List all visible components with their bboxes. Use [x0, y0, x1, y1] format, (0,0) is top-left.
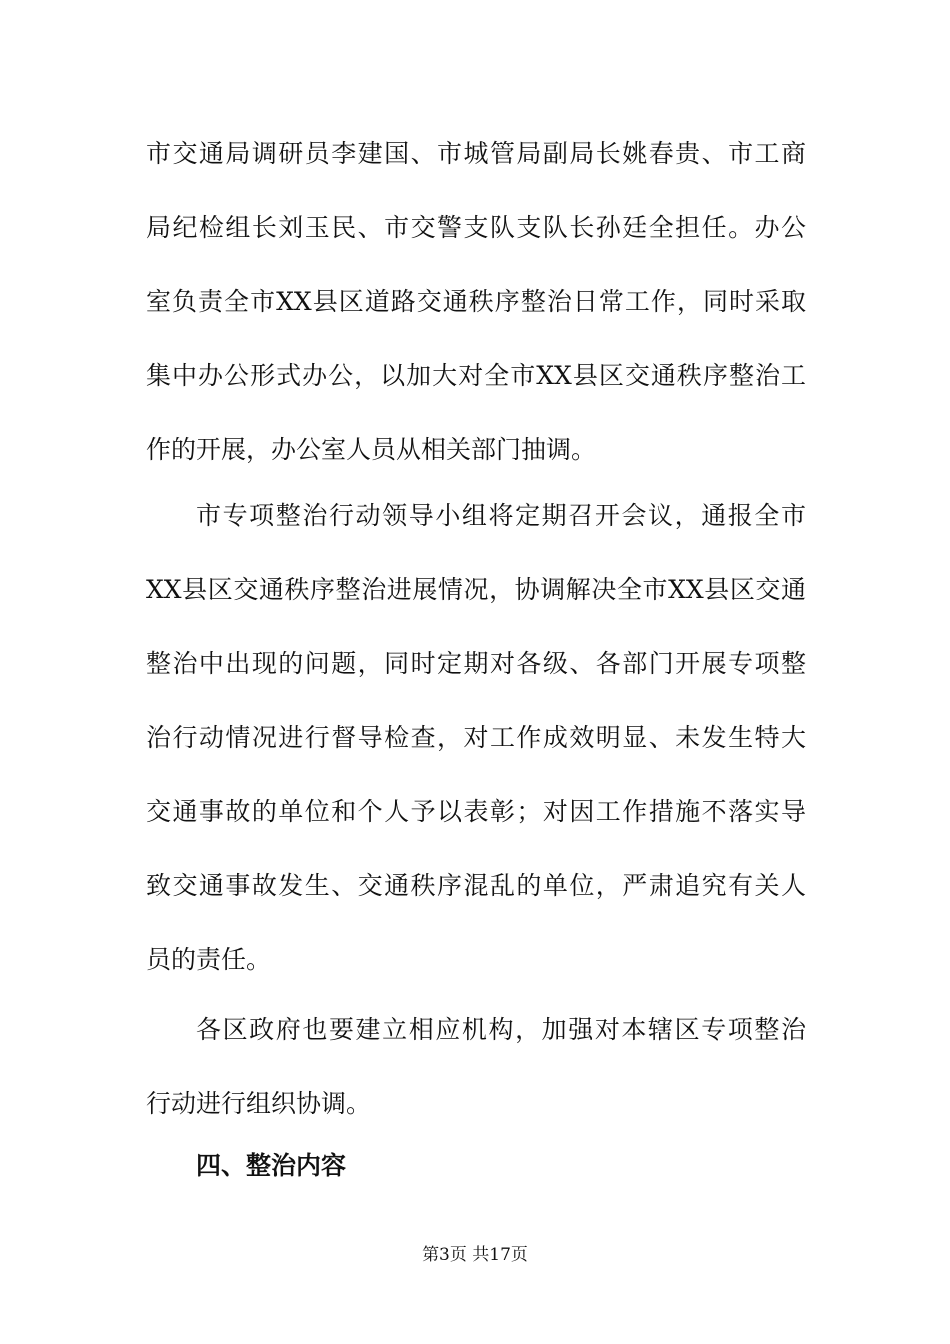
- paragraph-1-line-1: 市交通局调研员李建国、市城管局副局长姚春贵、市工商: [146, 139, 806, 168]
- paragraph-3-line-1: 各区政府也要建立相应机构，加强对本辖区专项整治: [196, 1015, 806, 1044]
- paragraph-2-line-1: 市专项整治行动领导小组将定期召开会议，通报全市: [196, 501, 806, 530]
- page-footer: 第3页 共17页: [422, 1245, 528, 1265]
- paragraph-2-line-5: 交通事故的单位和个人予以表彰；对因工作措施不落实导: [146, 797, 806, 826]
- paragraph-3-line-2: 行动进行组织协调。: [146, 1089, 372, 1118]
- paragraph-1-line-2: 局纪检组长刘玉民、市交警支队支队长孙廷全担任。办公: [146, 213, 806, 242]
- paragraph-2-line-4: 治行动情况进行督导检查，对工作成效明显、未发生特大: [146, 723, 806, 752]
- paragraph-2-line-3: 整治中出现的问题，同时定期对各级、各部门开展专项整: [146, 649, 806, 678]
- paragraph-1-line-3: 室负责全市XX县区道路交通秩序整治日常工作，同时采取: [146, 287, 806, 316]
- paragraph-2-line-2: XX县区交通秩序整治进展情况，协调解决全市XX县区交通: [146, 575, 806, 604]
- paragraph-2-line-7: 员的责任。: [146, 945, 272, 974]
- paragraph-1-line-4: 集中办公形式办公，以加大对全市XX县区交通秩序整治工: [146, 361, 806, 390]
- paragraph-1-line-5: 作的开展，办公室人员从相关部门抽调。: [146, 435, 597, 464]
- paragraph-2-line-6: 致交通事故发生、交通秩序混乱的单位，严肃追究有关人: [146, 871, 806, 900]
- section-heading: 四、整治内容: [196, 1151, 347, 1180]
